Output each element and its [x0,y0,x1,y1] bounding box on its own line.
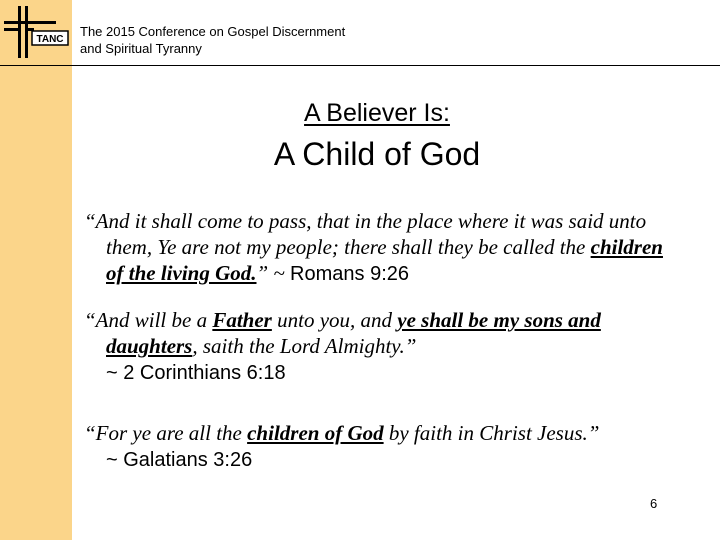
verse-reference: ~ 2 Corinthians 6:18 [106,362,286,384]
slide-title [72,98,682,175]
verse-emphasis: Father [212,308,272,332]
verse-emphasis: children of God [247,421,384,445]
verse-reference: ~ Galatians 3:26 [106,449,253,471]
header-divider [0,65,720,66]
verse-emphasis: children of the living God. [106,235,663,285]
conference-title-line2: and Spiritual Tyranny [80,41,202,56]
verse-text-close: by faith in Christ Jesus.” [383,421,600,445]
verse-text: “And will be a [84,308,213,332]
verse-text-mid: unto you, and [271,308,398,332]
verse-text-close: , saith the Lord Almighty.” [192,334,417,358]
verse-list [84,208,684,493]
logo-text: TANC [36,34,64,45]
conference-title-line1: The 2015 Conference on Gospel Discernment [80,24,346,39]
verse-text-close: ” ~ [256,261,291,285]
verse-romans [84,208,684,287]
tanc-cross-logo [2,4,70,60]
slide-subheading: A Child of God [273,136,481,172]
verse-emphasis: ye shall be my sons and daughters [106,308,601,358]
verse-corinthians [84,307,684,386]
verse-galatians [84,420,684,473]
conference-title [80,23,480,57]
verse-reference: Romans 9:26 [290,263,410,285]
page-number: 6 [650,496,658,511]
verse-text: “For ye are all the [84,421,248,445]
slide-heading: A Believer Is: [304,99,450,127]
left-accent-bar [0,0,72,540]
verse-text: “And it shall come to pass, that in the place where it was said unto them, Ye are not my people; there shall they be called the [84,209,647,259]
